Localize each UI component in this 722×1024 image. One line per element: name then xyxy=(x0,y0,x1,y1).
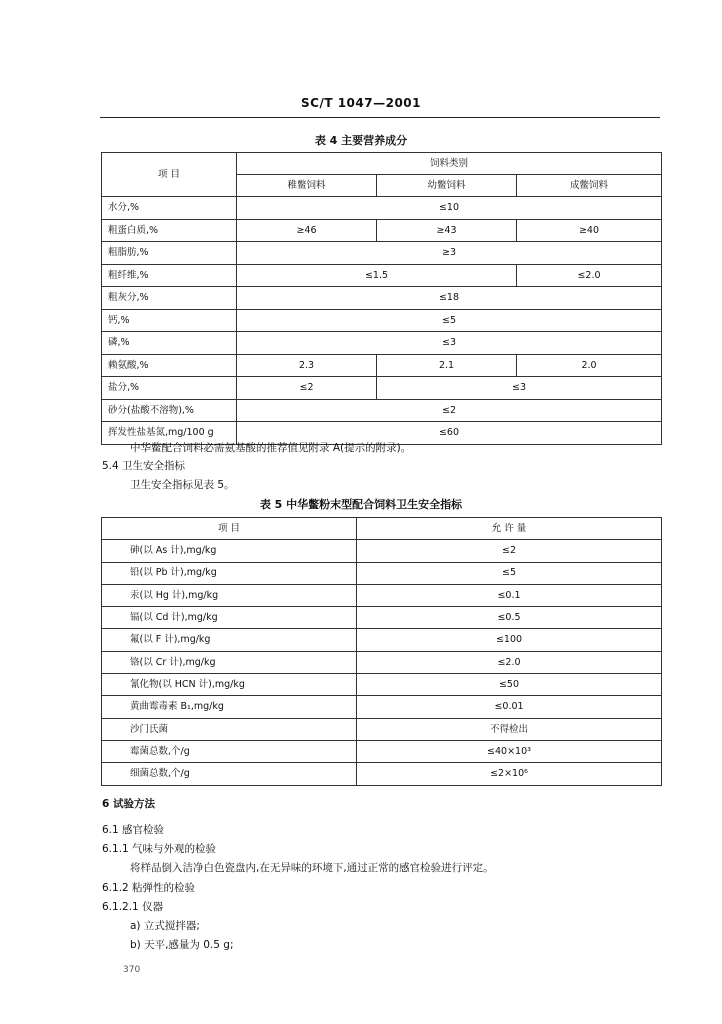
col-a-header: 稚鳖饲料 xyxy=(237,175,377,197)
row-value: ≤0.5 xyxy=(357,607,662,629)
table-row xyxy=(102,562,662,584)
row-label: 钙,% xyxy=(102,309,237,332)
table-row xyxy=(102,309,662,332)
row-label: 磷,% xyxy=(102,332,237,355)
row-value: ≤40×10³ xyxy=(357,740,662,762)
row-value: ≤100 xyxy=(357,629,662,651)
standard-code: SC/T 1047—2001 xyxy=(301,96,421,110)
row-value: 不得检出 xyxy=(357,718,662,740)
table-row xyxy=(102,674,662,696)
row-value: ≤3 xyxy=(377,377,662,400)
row-value: ≤60 xyxy=(237,422,662,445)
nutrition-table xyxy=(101,152,662,445)
row-label: 沙门氏菌 xyxy=(102,718,357,740)
row-value: ≤3 xyxy=(237,332,662,355)
row-label: 水分,% xyxy=(102,197,237,220)
section-5-4-heading: 5.4 卫生安全指标 xyxy=(102,460,186,472)
row-label: 盐分,% xyxy=(102,377,237,400)
row-value: ≥3 xyxy=(237,242,662,265)
table-row xyxy=(102,197,662,220)
row-value: 2.0 xyxy=(517,354,662,377)
table5-caption: 表 5 中华鳖粉末型配合饲料卫生安全指标 xyxy=(259,498,463,511)
table-row xyxy=(102,651,662,673)
row-label: 镉(以 Cd 计),mg/kg xyxy=(102,607,357,629)
row-value: ≤2×10⁶ xyxy=(357,763,662,785)
table-row xyxy=(102,584,662,606)
row-value: ≤0.1 xyxy=(357,584,662,606)
table-row xyxy=(102,264,662,287)
row-value: ≤2 xyxy=(237,399,662,422)
row-label: 细菌总数,个/g xyxy=(102,763,357,785)
row-label: 粗灰分,% xyxy=(102,287,237,310)
row-label: 砷(以 As 计),mg/kg xyxy=(102,540,357,562)
row-value: ≤1.5 xyxy=(237,264,517,287)
row-label: 粗纤维,% xyxy=(102,264,237,287)
row-value: ≥40 xyxy=(517,219,662,242)
row-value: 2.1 xyxy=(377,354,517,377)
table-row xyxy=(102,242,662,265)
row-label: 赖氨酸,% xyxy=(102,354,237,377)
table-row xyxy=(102,718,662,740)
list-item-a: a) 立式搅拌器; xyxy=(130,920,200,932)
row-value: ≤5 xyxy=(357,562,662,584)
row-label: 黄曲霉毒素 B₁,mg/kg xyxy=(102,696,357,718)
table-row xyxy=(102,629,662,651)
col-b-header: 幼鳖饲料 xyxy=(377,175,517,197)
page-number: 370 xyxy=(123,965,141,975)
table-row xyxy=(102,354,662,377)
row-value: ≤18 xyxy=(237,287,662,310)
row-value: ≤0.01 xyxy=(357,696,662,718)
col-c-header: 成鳖饲料 xyxy=(517,175,662,197)
row-label: 砂分(盐酸不溶物),% xyxy=(102,399,237,422)
table-row xyxy=(102,540,662,562)
row-value: ≤2 xyxy=(237,377,377,400)
section-6-heading: 6 试验方法 xyxy=(102,798,155,810)
table-row xyxy=(102,287,662,310)
section-6-1-1-heading: 6.1.1 气味与外观的检验 xyxy=(102,843,217,855)
list-item-b: b) 天平,感量为 0.5 g; xyxy=(130,939,234,951)
row-label: 汞(以 Hg 计),mg/kg xyxy=(102,584,357,606)
col-value-header: 允 许 量 xyxy=(357,518,662,540)
section-6-1-2-1-heading: 6.1.2.1 仪器 xyxy=(102,901,164,913)
table4-caption: 表 4 主要营养成分 xyxy=(314,134,408,147)
row-value: ≤2.0 xyxy=(357,651,662,673)
header-rule xyxy=(100,117,660,118)
row-value: ≤50 xyxy=(357,674,662,696)
row-value: ≤10 xyxy=(237,197,662,220)
row-label: 霉菌总数,个/g xyxy=(102,740,357,762)
section-6-1-heading: 6.1 感官检验 xyxy=(102,824,165,836)
row-label: 粗蛋白质,% xyxy=(102,219,237,242)
table-row xyxy=(102,377,662,400)
row-value: ≤2 xyxy=(357,540,662,562)
row-label: 氟(以 F 计),mg/kg xyxy=(102,629,357,651)
safety-table xyxy=(101,517,662,786)
table-row xyxy=(102,219,662,242)
table-row xyxy=(102,696,662,718)
table-row xyxy=(102,763,662,785)
section-6-1-2-heading: 6.1.2 粘弹性的检验 xyxy=(102,882,196,894)
row-label: 氰化物(以 HCN 计),mg/kg xyxy=(102,674,357,696)
row-value: ≥46 xyxy=(237,219,377,242)
col-item-header: 项 目 xyxy=(102,153,237,197)
col-group-header: 饲料类别 xyxy=(237,153,662,175)
row-label: 粗脂肪,% xyxy=(102,242,237,265)
row-value: ≤5 xyxy=(237,309,662,332)
table-row xyxy=(102,607,662,629)
row-value: 2.3 xyxy=(237,354,377,377)
row-value: ≤2.0 xyxy=(517,264,662,287)
table-row xyxy=(102,740,662,762)
section-5-4-body: 卫生安全指标见表 5。 xyxy=(130,479,235,491)
table-row xyxy=(102,332,662,355)
row-label: 铅(以 Pb 计),mg/kg xyxy=(102,562,357,584)
row-value: ≥43 xyxy=(377,219,517,242)
table-row xyxy=(102,399,662,422)
row-label: 挥发性盐基氮,mg/100 g xyxy=(102,422,237,445)
amino-acid-note: 中华鳖配合饲料必需氨基酸的推荐值见附录 A(提示的附录)。 xyxy=(130,442,412,454)
row-label: 铬(以 Cr 计),mg/kg xyxy=(102,651,357,673)
col-item-header: 项 目 xyxy=(102,518,357,540)
section-6-1-1-body: 将样品倒入洁净白色瓷盘内,在无异味的环境下,通过正常的感官检验进行评定。 xyxy=(130,862,494,874)
